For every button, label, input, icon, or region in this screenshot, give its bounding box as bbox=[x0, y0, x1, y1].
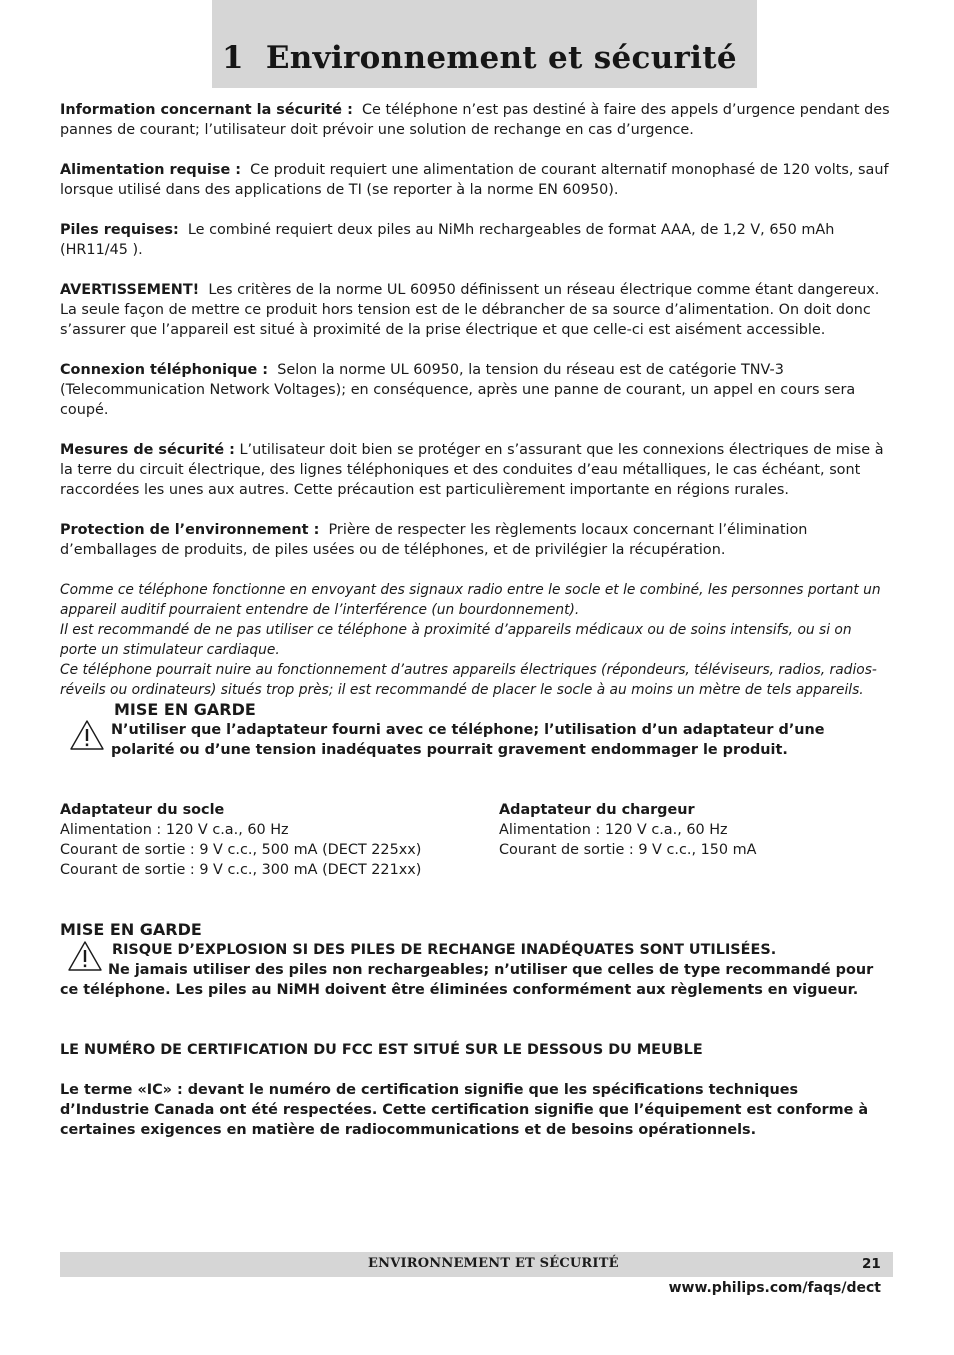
spec-line: Courant de sortie : 9 V c.c., 150 mA bbox=[499, 842, 757, 858]
section-power bbox=[60, 160, 890, 200]
spec-line: Courant de sortie : 9 V c.c., 300 mA (DECT 221xx) bbox=[60, 862, 422, 878]
section-text: Selon la norme UL 60950, la tension du réseau est de catégorie TNV-3 (Telecommunication Network Voltages); en conséquence, après une panne de courant, un appel en cours sera coupé. bbox=[60, 362, 856, 418]
section-safety-info bbox=[60, 100, 890, 140]
section-label: AVERTISSEMENT! bbox=[60, 282, 200, 298]
section-text: Prière de respecter les règlements locaux concernant l’élimination d’emballages de produits, de piles usées ou de téléphones, et de privilégier la récupération. bbox=[60, 522, 808, 558]
warning-batteries bbox=[60, 920, 892, 1000]
section-safety-measures bbox=[60, 440, 890, 500]
italic-note: Ce téléphone pourrait nuire au fonctionnement d’autres appareils électriques (répondeurs, téléviseurs, radios, radios-réveils ou ordinateurs) situés trop près; il est recommandé de placer le socle à au moins un mètre de tels appareils. bbox=[60, 662, 877, 698]
section-warning bbox=[60, 280, 890, 340]
spec-title: Adaptateur du chargeur bbox=[499, 802, 695, 818]
spec-line: Alimentation : 120 V c.a., 60 Hz bbox=[499, 822, 728, 838]
section-label: Information concernant la sécurité : bbox=[60, 102, 353, 118]
section-label: Alimentation requise : bbox=[60, 162, 241, 178]
warning-heading: MISE EN GARDE bbox=[114, 700, 256, 719]
warning-caps-text: RISQUE D’EXPLOSION SI DES PILES DE RECHANGE INADÉQUATES SONT UTILISÉES. bbox=[112, 942, 777, 958]
chapter-number: 1 bbox=[222, 40, 244, 76]
section-text: Les critères de la norme UL 60950 définissent un réseau électrique comme étant dangereux. La seule façon de mettre ce produit hors tension est de le débrancher de sa source d’alimentation. On doit donc s’assurer que l’appareil est situé à proximité de la prise électrique et que celle-ci est aisément accessible. bbox=[60, 282, 880, 338]
section-environment bbox=[60, 520, 890, 560]
warning-text: N’utiliser que l’adaptateur fourni avec ce téléphone; l’utilisation d’un adaptateur d’une polarité ou d’une tension inadéquates pourrait gravement endommager le produit. bbox=[111, 722, 825, 758]
charger-adapter-spec bbox=[499, 800, 757, 860]
main-content bbox=[60, 100, 890, 700]
base-adapter-spec bbox=[60, 800, 421, 880]
section-text: Le combiné requiert deux piles au NiMh rechargeables de format AAA, de 1,2 V, 650 mAh (HR11/45 ). bbox=[60, 222, 835, 258]
page-title bbox=[222, 40, 737, 76]
section-batteries bbox=[60, 220, 890, 260]
footer-url: www.philips.com/faqs/dect bbox=[668, 1280, 881, 1296]
warning-text: Ne jamais utiliser des piles non rechargeables; n’utiliser que celles de type recommandé pour ce téléphone. Les piles au NiMH doivent être éliminées conformément aux règlements en vigueur. bbox=[60, 962, 874, 998]
spec-title: Adaptateur du socle bbox=[60, 802, 225, 818]
italic-note: Comme ce téléphone fonctionne en envoyant des signaux radio entre le socle et le combiné, les personnes portant un appareil auditif pourraient entendre de l’interférence (un bourdonnement). bbox=[60, 582, 881, 618]
section-text: Ce produit requiert une alimentation de courant alternatif monophasé de 120 volts, sauf lorsque utilisé dans des applications de TI (se reporter à la norme EN 60950). bbox=[60, 162, 889, 198]
page-number: 21 bbox=[862, 1256, 881, 1272]
ic-notice: Le terme «IC» : devant le numéro de certification signifie que les spécifications techniques d’Industrie Canada ont été respectées. Cette certification signifie que l’équipement est conforme à certaines exigences en matière de radiocommunications et de besoins opérationnels. bbox=[60, 1082, 869, 1138]
spec-line: Alimentation : 120 V c.a., 60 Hz bbox=[60, 822, 289, 838]
section-label: Connexion téléphonique : bbox=[60, 362, 269, 378]
section-label: Protection de l’environnement : bbox=[60, 522, 320, 538]
italic-note: Il est recommandé de ne pas utiliser ce téléphone à proximité d’appareils médicaux ou de soins intensifs, ou si on porte un stimulateur cardiaque. bbox=[60, 622, 852, 658]
warning-heading: MISE EN GARDE bbox=[60, 920, 202, 939]
warning-adapter bbox=[60, 700, 892, 760]
section-label: Mesures de sécurité : bbox=[60, 442, 235, 458]
section-text: Ce téléphone n’est pas destiné à faire des appels d’urgence pendant des pannes de courant; l’utilisateur doit prévoir une solution de rechange en cas d’urgence. bbox=[60, 102, 890, 138]
chapter-title: Environnement et sécurité bbox=[265, 40, 737, 76]
section-label: Piles requises: bbox=[60, 222, 179, 238]
section-phone-connection bbox=[60, 360, 890, 420]
fcc-notice: LE NUMÉRO DE CERTIFICATION DU FCC EST SITUÉ SUR LE DESSOUS DU MEUBLE bbox=[60, 1042, 703, 1058]
italic-notes bbox=[60, 580, 890, 700]
section-text: L’utilisateur doit bien se protéger en s’assurant que les connexions électriques de mise à la terre du circuit électrique, des lignes téléphoniques et des conduites d’eau métalliques, le cas échéant, sont raccordées les unes aux autres. Cette précaution est particulièrement importante en régions rurales. bbox=[60, 442, 884, 498]
spec-line: Courant de sortie : 9 V c.c., 500 mA (DECT 225xx) bbox=[60, 842, 422, 858]
footer-title: ENVIRONNEMENT ET SÉCURITÉ bbox=[368, 1256, 619, 1271]
